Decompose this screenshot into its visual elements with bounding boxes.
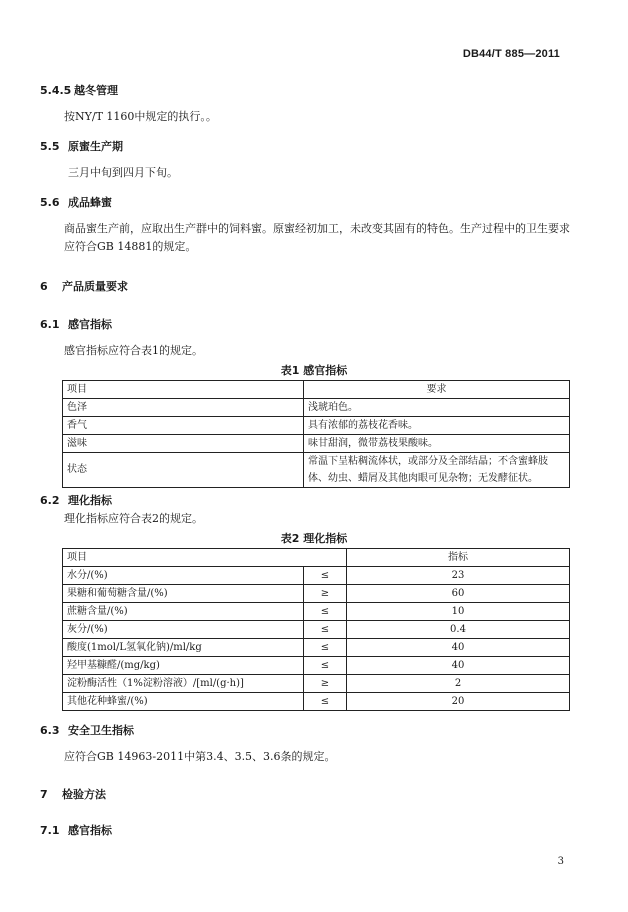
table-row: [63, 453, 570, 488]
table-row: [63, 639, 570, 657]
cell: ≤: [304, 693, 347, 711]
cell: 灰分/(%): [63, 621, 304, 639]
section-title: 成品蜂蜜: [68, 196, 112, 209]
cell: 味甘甜润，微带荔枝果酸味。: [304, 435, 570, 453]
section-5-5-text: 三月中旬到四月下旬。: [68, 166, 178, 179]
section-number: 7: [40, 788, 48, 801]
section-5-4-5-heading: [40, 82, 118, 98]
section-title: 产品质量要求: [62, 280, 128, 293]
section-7-1-heading: [40, 822, 112, 838]
section-number: 5.4.5: [40, 84, 72, 97]
table-row: [63, 585, 570, 603]
cell: 23: [347, 567, 570, 585]
cell: 水分/(%): [63, 567, 304, 585]
cell: 60: [347, 585, 570, 603]
table-header-row: [63, 549, 570, 567]
cell: ≥: [304, 585, 347, 603]
section-6-1-text: 感官指标应符合表1的规定。: [64, 344, 203, 357]
cell: 40: [347, 657, 570, 675]
table2-caption: 表2 理化指标: [280, 532, 348, 545]
header-cell: 项目: [63, 381, 304, 399]
cell: 状态: [63, 453, 304, 488]
section-6-heading: [40, 278, 128, 294]
section-number: 7.1: [40, 824, 60, 837]
section-title: 原蜜生产期: [68, 140, 123, 153]
header-cell: 项目: [63, 549, 347, 567]
cell: ≤: [304, 621, 347, 639]
section-5-6-text: 商品蜜生产前，应取出生产群中的饲料蜜。原蜜经初加工，未改变其固有的特色。生产过程中的卫生要求 应符合GB 14881的规定。: [64, 222, 570, 253]
page-number: 3: [557, 856, 564, 867]
cell: 酸度(1mol/L氢氧化钠)/ml/kg: [63, 639, 304, 657]
section-number: 6.3: [40, 724, 60, 737]
cell: 滋味: [63, 435, 304, 453]
header-cell: 指标: [347, 549, 570, 567]
cell: ≤: [304, 639, 347, 657]
cell: 香气: [63, 417, 304, 435]
section-6-2-text: 理化指标应符合表2的规定。: [64, 512, 203, 525]
table1-caption: 表1 感官指标: [280, 364, 348, 377]
table-row: [63, 435, 570, 453]
table2-physicochemical: [62, 548, 570, 711]
section-title: 感官指标: [68, 824, 112, 837]
table1-sensory: [62, 380, 570, 488]
table-row: [63, 417, 570, 435]
cell: 羟甲基糠醛/(mg/kg): [63, 657, 304, 675]
cell: 色泽: [63, 399, 304, 417]
cell: 蔗糖含量/(%): [63, 603, 304, 621]
cell: ≤: [304, 603, 347, 621]
table-row: [63, 621, 570, 639]
section-number: 5.5: [40, 140, 60, 153]
section-title: 安全卫生指标: [68, 724, 134, 737]
section-number: 6.1: [40, 318, 60, 331]
table-header-row: [63, 381, 570, 399]
section-5-4-5-text: 按NY/T 1160中规定的执行。。: [64, 110, 217, 123]
section-7-heading: [40, 786, 106, 802]
section-title: 理化指标: [68, 494, 112, 507]
table-row: [63, 567, 570, 585]
cell: 其他花种蜂蜜/(%): [63, 693, 304, 711]
cell: 20: [347, 693, 570, 711]
section-5-5-heading: [40, 138, 123, 154]
section-number: 5.6: [40, 196, 60, 209]
section-5-6-heading: [40, 194, 112, 210]
cell: 淀粉酶活性（1%淀粉溶液）/[ml/(g·h)]: [63, 675, 304, 693]
section-number: 6.2: [40, 494, 60, 507]
cell: 常温下呈粘稠流体状，或部分及全部结晶；不含蜜蜂肢体、幼虫、蜡屑及其他肉眼可见杂物；无发酵征状。: [304, 453, 570, 488]
header-cell: 要求: [304, 381, 570, 399]
cell: 2: [347, 675, 570, 693]
cell: 40: [347, 639, 570, 657]
section-6-3-heading: [40, 722, 134, 738]
cell: 0.4: [347, 621, 570, 639]
cell: ≤: [304, 657, 347, 675]
table-row: [63, 675, 570, 693]
table-row: [63, 399, 570, 417]
cell: 10: [347, 603, 570, 621]
document-code: DB44/T 885—2011: [462, 48, 560, 60]
section-title: 感官指标: [68, 318, 112, 331]
cell: ≥: [304, 675, 347, 693]
section-6-2-heading: [40, 492, 112, 508]
section-title: 越冬管理: [74, 84, 118, 97]
table-row: [63, 603, 570, 621]
cell: ≤: [304, 567, 347, 585]
section-6-3-text: 应符合GB 14963-2011中第3.4、3.5、3.6条的规定。: [64, 750, 336, 763]
cell: 浅琥珀色。: [304, 399, 570, 417]
section-title: 检验方法: [62, 788, 106, 801]
section-number: 6: [40, 280, 48, 293]
cell: 具有浓郁的荔枝花香味。: [304, 417, 570, 435]
table-row: [63, 693, 570, 711]
table-row: [63, 657, 570, 675]
section-6-1-heading: [40, 316, 112, 332]
cell: 果糖和葡萄糖含量/(%): [63, 585, 304, 603]
